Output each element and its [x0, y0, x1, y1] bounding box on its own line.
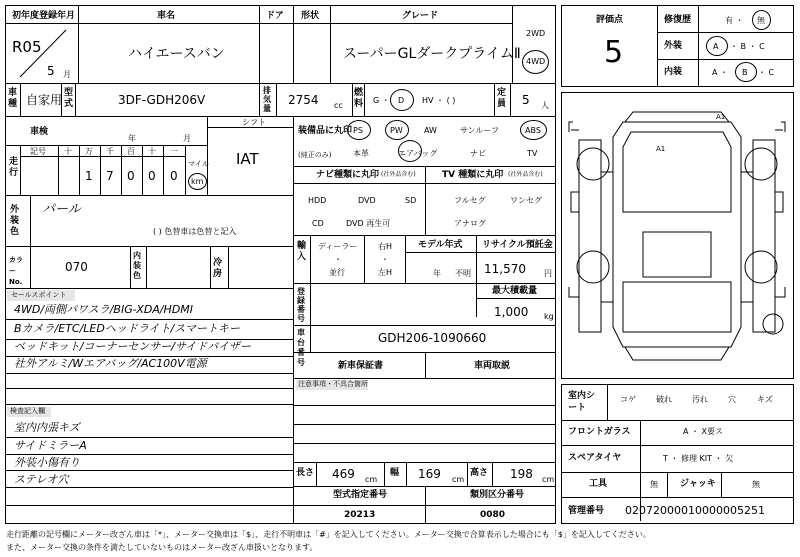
- model-year-label: モデル年式: [418, 240, 463, 250]
- inspector-label: 検査記入欄: [10, 407, 45, 415]
- designation-value: 20213: [344, 510, 376, 520]
- max-load-value: 1,000: [494, 305, 529, 319]
- color-label: 外装色: [10, 205, 20, 237]
- navi-dvd-play: DVD 再生可: [346, 219, 391, 228]
- model-code: 3DF-GDH206V: [118, 93, 206, 107]
- interior-color-label: 内装色: [133, 251, 141, 280]
- unit-km: km: [191, 177, 204, 186]
- displacement-label: 排気量: [263, 86, 271, 113]
- type-label: 型式: [64, 88, 74, 109]
- chassis-label: 車台番号: [297, 328, 305, 367]
- width-unit: cm: [452, 475, 465, 484]
- exterior-label: 外装: [664, 41, 683, 51]
- month-unit: 月: [63, 70, 71, 79]
- equipment-sub: (純正のみ): [298, 151, 332, 159]
- first-reg-era: R05: [12, 38, 42, 56]
- score-label: 評価点: [596, 15, 624, 25]
- person-unit: 人: [541, 101, 549, 110]
- shift-label: シフト: [242, 118, 266, 127]
- interior-c: ・ C: [758, 68, 775, 77]
- length-unit: cm: [365, 475, 378, 484]
- color-value: パール: [42, 202, 81, 217]
- management-label: 管理番号: [568, 506, 605, 516]
- width-label: 幅: [390, 468, 400, 478]
- equip-pw: PW: [390, 126, 403, 135]
- grade-label: グレード: [402, 11, 439, 21]
- mileage-digit-2: 7: [106, 169, 114, 183]
- equipment-label: 装備品に丸印: [298, 126, 353, 136]
- inspector-line-4: ステレオ穴: [14, 473, 69, 486]
- equip-tv: TV: [527, 149, 538, 158]
- use-label: 車種: [8, 88, 18, 109]
- capacity-label: 定員: [497, 88, 507, 109]
- width-value: 169: [418, 467, 441, 481]
- color-note: ( ) 色替車は色替と記入: [153, 227, 237, 236]
- navi-dvd: DVD: [358, 196, 376, 205]
- model-year-unit: 年: [433, 269, 441, 278]
- mileage-head-1: 十: [64, 147, 72, 156]
- shift-value: IAT: [236, 150, 259, 168]
- divider: [78, 5, 79, 83]
- mileage-digit-1: 1: [85, 169, 93, 183]
- inspection-label: 車検: [30, 127, 49, 137]
- sheet-tear: 破れ: [656, 395, 672, 404]
- designation-label: 型式指定番号: [333, 490, 388, 500]
- recycle-value: 11,570: [484, 262, 526, 276]
- ac-label: 冷房: [213, 258, 223, 279]
- notes-label: 注意事項・不具合箇所: [298, 380, 368, 388]
- damage-mark-1: A1: [716, 113, 726, 121]
- import-dot-1: ・: [334, 255, 342, 264]
- windshield-label: フロントガラス: [568, 427, 631, 437]
- import-dot-2: ・: [381, 255, 389, 264]
- tv-sub: (社外品含む): [508, 171, 543, 178]
- tv-analog: アナログ: [454, 219, 486, 228]
- equip-aw: AW: [424, 126, 437, 135]
- navi-hdd: HDD: [308, 196, 327, 205]
- navi-cd: CD: [312, 219, 324, 228]
- sales-line-1: 4WD/両側パワスラ/BIG-XDA/HDMI: [14, 303, 194, 316]
- sales-line-4: 社外アルミ/Wエアバッグ/AC100V電源: [14, 357, 207, 370]
- shape-label: 形状: [301, 11, 320, 21]
- fuel-g: G ・: [373, 96, 390, 105]
- first-reg-label: 初年度登録年月: [12, 11, 76, 21]
- interior-label: 内装: [664, 67, 683, 77]
- import-right: 右H: [378, 242, 393, 251]
- damage-mark-2: A1: [656, 145, 666, 153]
- mileage-head-6: 一: [170, 147, 178, 156]
- equip-abs: ABS: [525, 126, 541, 135]
- equip-ps: PS: [353, 126, 363, 135]
- import-left: 左H: [378, 268, 393, 277]
- jack-label: ジャッキ: [680, 479, 716, 489]
- length-value: 469: [332, 467, 355, 481]
- sheet-dirt: 汚れ: [692, 395, 708, 404]
- score-value: 5: [604, 35, 624, 70]
- recycle-label: リサイクル預託金: [482, 240, 553, 250]
- windshield-value: A ・ X要ス: [683, 427, 724, 436]
- equip-airbag: エアバッグ: [398, 149, 438, 158]
- tv-fullseg: フルセグ: [454, 196, 486, 205]
- inspector-line-3: 外装小傷有り: [14, 456, 80, 469]
- repair-label: 修復歴: [664, 15, 692, 25]
- height-unit: cm: [542, 475, 555, 484]
- registration-label: 登録番号: [297, 287, 305, 323]
- import-label: 輸入: [297, 241, 307, 262]
- mileage-head-2: 万: [85, 147, 93, 156]
- inspector-line-1: 室内内張キズ: [14, 421, 80, 434]
- manual-label: 車両取説: [474, 361, 511, 371]
- sales-line-2: Bカメラ/ETC/LEDヘッドライト/スマートキー: [14, 322, 241, 335]
- capacity-value: 5: [522, 93, 530, 107]
- equip-navi: ナビ: [470, 149, 486, 158]
- divider: [5, 83, 556, 84]
- cc-unit: cc: [334, 101, 343, 110]
- use-value: 自家用: [26, 93, 63, 107]
- fuel-rest: HV ・ ( ): [422, 96, 456, 105]
- sheet-hole: 穴: [728, 395, 736, 404]
- footer-line-1: 走行距離の記号欄にメーター改ざん車は「*」、メーター交換車は「$」、走行不明車は「#」を記入してください。メーター交換で合算表示した場合にも「$」を記入してください。: [6, 530, 651, 539]
- exterior-rest: ・ B ・ C: [730, 42, 765, 51]
- color-no-label: カラーNo.: [9, 256, 23, 286]
- category-label: 類別区分番号: [470, 490, 525, 500]
- import-parallel: 並行: [329, 268, 345, 277]
- vehicle-outline-diagram: [561, 92, 794, 379]
- import-dealer: ディーラー: [318, 242, 358, 251]
- drive-4wd: 4WD: [526, 57, 546, 66]
- max-load-label: 最大積載量: [492, 286, 538, 296]
- drive-2wd: 2WD: [526, 29, 546, 38]
- repair-none: 無: [757, 16, 765, 25]
- sales-point-label: セールスポイント: [11, 291, 67, 299]
- height-value: 198: [510, 467, 533, 481]
- inspection-year: 年: [128, 134, 136, 143]
- unit-mile: マイル: [188, 160, 209, 168]
- model-name: ハイエースバン: [128, 46, 225, 62]
- navi-label: ナビ種類に丸印: [316, 170, 380, 180]
- interior-a: A ・: [712, 68, 729, 77]
- interior-b: B: [742, 68, 748, 77]
- warranty-label: 新車保証書: [338, 361, 384, 371]
- mileage-digit-4: 0: [148, 169, 156, 183]
- jack-value: 無: [752, 480, 760, 489]
- navi-sd: SD: [405, 196, 417, 205]
- mileage-head-4: 百: [127, 147, 135, 156]
- exterior-a: A: [713, 42, 719, 51]
- footer-line-2: また、メーター交換の条件を満たしていないものはメーター改ざん車扱いとなります。: [6, 543, 318, 552]
- mileage-label: 走行: [9, 157, 19, 178]
- fuel-label: 燃料: [354, 88, 364, 109]
- first-reg-month: 5: [47, 64, 55, 78]
- spare-tire-label: スペアタイヤ: [568, 453, 622, 463]
- sheet-scratch: キズ: [757, 395, 773, 404]
- displacement-value: 2754: [288, 93, 319, 107]
- mileage-digit-3: 0: [127, 169, 135, 183]
- spare-tire-value: T ・ 修理 KIT ・ 欠: [663, 454, 734, 463]
- color-no-value: 070: [65, 260, 88, 274]
- mileage-head-5: 十: [148, 147, 156, 156]
- kg-unit: kg: [544, 312, 554, 321]
- navi-sub: (社外品含む): [381, 171, 416, 178]
- inspector-line-2: サイドミラーA: [14, 439, 87, 452]
- mileage-head-3: 千: [106, 147, 114, 156]
- management-value: 02072000010000005251: [625, 504, 765, 517]
- model-year-unknown: 不明: [455, 269, 471, 278]
- model-name-label: 車名: [157, 11, 176, 21]
- sheet-burn: コゲ: [620, 395, 636, 404]
- tv-oneseg: ワンセグ: [510, 196, 542, 205]
- fuel-d: D: [398, 96, 405, 105]
- sales-line-3: ベッドキット/コーナーセンサー/サイドバイザー: [14, 340, 251, 353]
- yen-unit: 円: [544, 269, 552, 278]
- length-label: 長さ: [296, 468, 315, 478]
- equip-sunroof: サンルーフ: [460, 126, 499, 135]
- repair-options: 有 ・: [725, 16, 744, 25]
- door-label: ドア: [266, 11, 284, 21]
- chassis-value: GDH206-1090660: [378, 331, 487, 345]
- interior-sheet-label: 室内シート: [568, 391, 596, 413]
- height-label: 高さ: [470, 468, 489, 478]
- category-value: 0080: [480, 510, 506, 520]
- grade-value: スーパーGLダークプライムⅡ: [343, 46, 521, 62]
- tools-value: 無: [650, 480, 658, 489]
- equip-leather: 本革: [353, 149, 369, 158]
- mileage-head-0: 記号: [30, 147, 46, 156]
- tools-label: 工具: [589, 479, 608, 489]
- inspection-month: 月: [183, 134, 191, 143]
- mileage-digit-5: 0: [170, 169, 178, 183]
- tv-label: TV 種類に丸印: [442, 170, 504, 180]
